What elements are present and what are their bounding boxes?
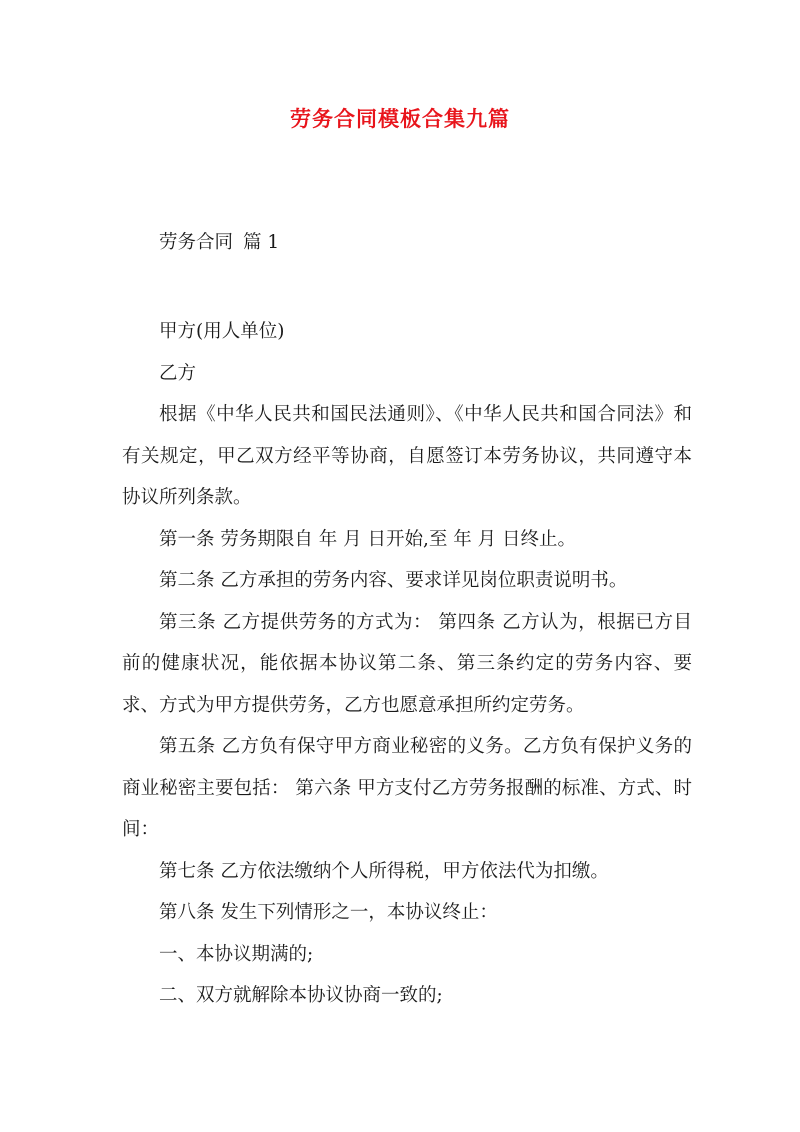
article-5-6-paragraph: 第五条 乙方负有保守甲方商业秘密的义务。乙方负有保护义务的商业秘密主要包括： 第六条 甲方支付乙方劳务报酬的标准、方式、时间： <box>122 736 692 840</box>
article-2-paragraph: 第二条 乙方承担的劳务内容、要求详见岗位职责说明书。 <box>159 570 628 591</box>
document-body <box>122 311 692 1017</box>
preamble-paragraph: 根据《中华人民共和国民法通则》、《中华人民共和国合同法》和有关规定，甲乙双方经平等协商，自愿签订本劳务协议，共同遵守本协议所列条款。 <box>122 404 692 508</box>
party-b-line: 乙方 <box>159 362 197 384</box>
article-8-paragraph: 第八条 发生下列情形之一，本协议终止： <box>159 902 498 923</box>
party-a-line: 甲方(用人单位) <box>159 321 285 342</box>
article-1-paragraph: 第一条 劳务期限自 年 月 日开始,至 年 月 日终止。 <box>159 528 577 550</box>
section-heading <box>159 228 279 258</box>
document-title: 劳务合同模板合集九篇 <box>290 106 510 131</box>
termination-item-2: 二、双方就解除本协议协商一致的; <box>159 985 443 1006</box>
section-heading-label: 劳务合同 <box>159 232 234 253</box>
termination-item-1: 一、本协议期满的; <box>159 943 314 965</box>
article-7-paragraph: 第七条 乙方依法缴纳个人所得税，甲方依法代为扣缴。 <box>159 860 609 882</box>
section-heading-number: 篇 1 <box>243 232 280 253</box>
article-3-4-paragraph: 第三条 乙方提供劳务的方式为： 第四条 乙方认为，根据已方目前的健康状况，能依据本协议第二条、第三条约定的劳务内容、要求、方式为甲方提供劳务，乙方也愿意承担所约定劳务。 <box>122 611 692 716</box>
